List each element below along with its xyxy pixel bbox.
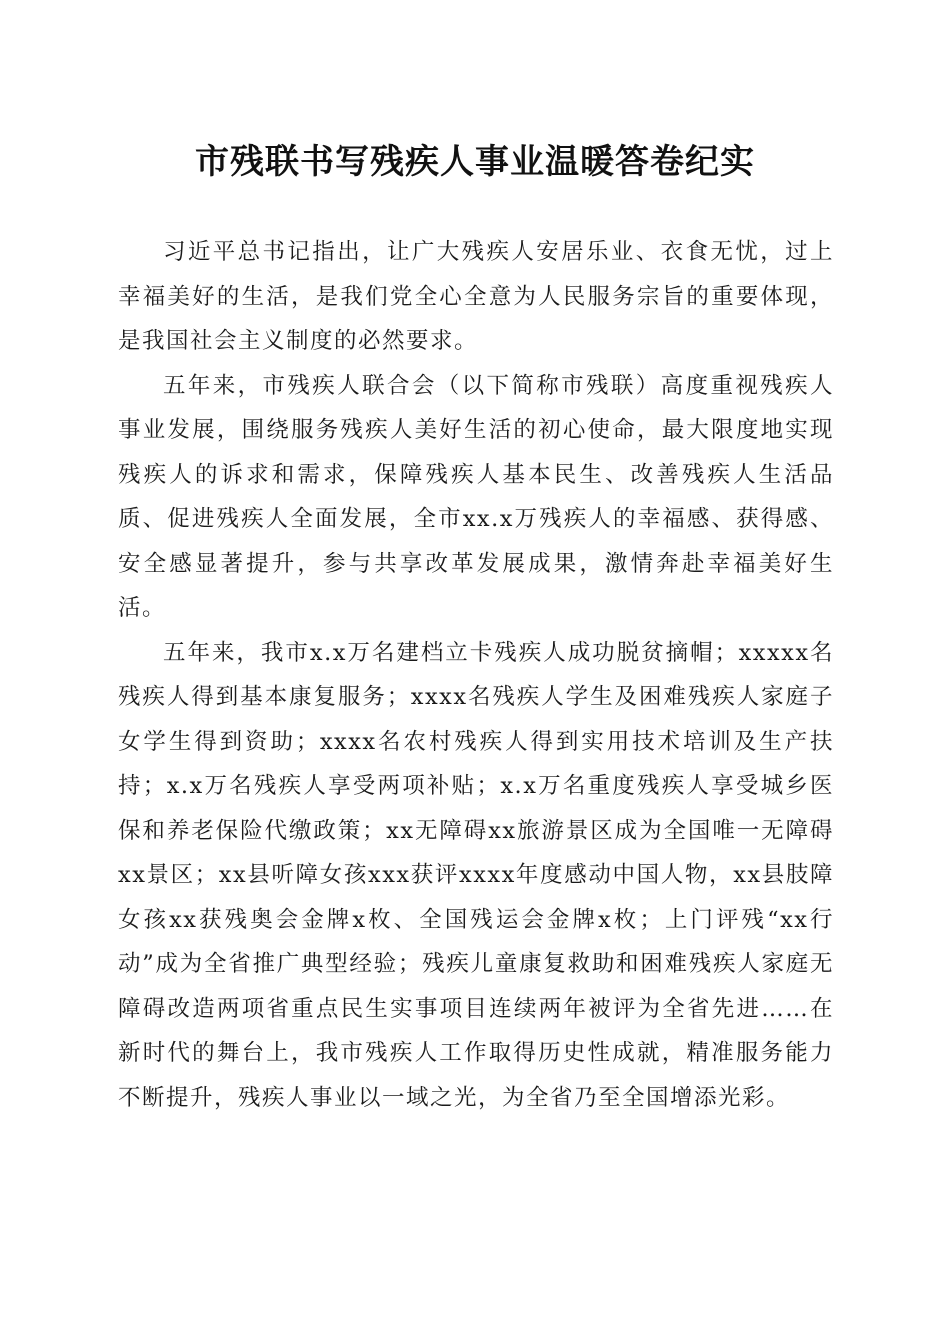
document-title: 市残联书写残疾人事业温暖答卷纪实 [195, 142, 755, 182]
paragraph-2: 五年来，市残疾人联合会（以下简称市残联）高度重视残疾人事业发展，围绕服务残疾人美好生活的初心使命，最大限度地实现残疾人的诉求和需求，保障残疾人基本民生、改善残疾人生活品质、促进残疾人全面发展，全市xx.x万残疾人的幸福感、获得感、安全感显著提升，参与共享改革发展成果，激情奔赴幸福美好生活。 [118, 372, 834, 621]
paragraph-3: 五年来，我市x.x万名建档立卡残疾人成功脱贫摘帽；xxxxx名残疾人得到基本康复服务；xxxx名残疾人学生及困难残疾人家庭子女学生得到资助；xxxx名农村残疾人得到实用技术培训及生产扶持；x.x万名残疾人享受两项补贴；x.x万名重度残疾人享受城乡医保和养老保险代缴政策；xx无障碍xx旅游景区成为全国唯一无障碍xx景区；xx县听障女孩xxx获评xxxx年度感动中国人物，xx县肢障女孩xx获残奥会金牌x枚、全国残运会金牌x枚；上门评残“xx行动”成为全省推广典型经验；残疾儿童康复救助和困难残疾人家庭无障碍改造两项省重点民生实事项目连续两年被评为全省先进……在新时代的舞台上，我市残疾人工作取得历史性成就，精准服务能力不断提升，残疾人事业以一域之光，为全省乃至全国增添光彩。 [118, 639, 834, 1111]
document-body [118, 230, 834, 1120]
paragraph-1: 习近平总书记指出，让广大残疾人安居乐业、衣食无忧，过上幸福美好的生活，是我们党全心全意为人民服务宗旨的重要体现，是我国社会主义制度的必然要求。 [118, 239, 834, 354]
